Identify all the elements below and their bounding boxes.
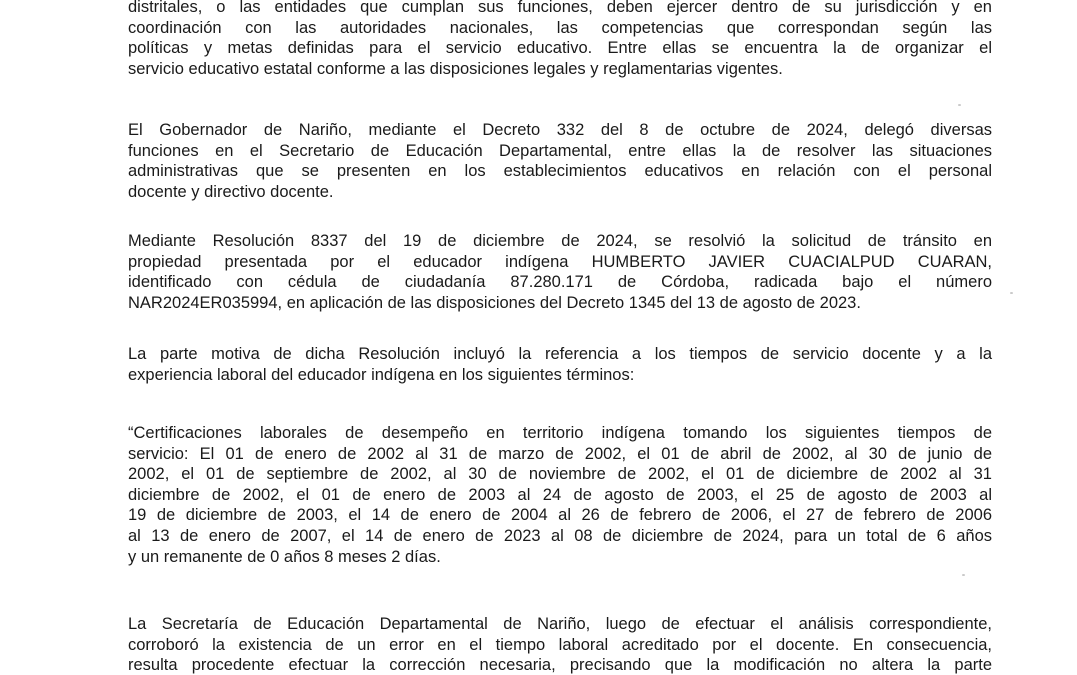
paragraph-delegation-decree (128, 120, 992, 202)
text-line: Mediante Resolución 8337 del 19 de diciembre de 2024, se resolvió la solicitud de tránsito en (128, 232, 992, 250)
text-line: diciembre de 2002, el 01 de enero de 2003 al 24 de agosto de 2003, el 25 de agosto de 2003 al (128, 485, 992, 504)
text-line: La Secretaría de Educación Departamental de Nariño, luego de efectuar el análisis correspondiente, (128, 615, 992, 633)
paragraph-error-correction (128, 614, 992, 675)
text-line: docente y directivo docente. (128, 182, 334, 201)
text-line: El Gobernador de Nariño, mediante el Decreto 332 del 8 de octubre de 2024, delegó diversas (128, 121, 992, 139)
text-line: resulta procedente efectuar la corrección necesaria, precisando que la modificación no altera la parte (128, 656, 992, 675)
text-line: identificado con cédula de ciudadanía 87.280.171 de Córdoba, radicada bajo el número (128, 273, 992, 292)
text-line: servicio: El 01 de enero de 2002 al 31 de marzo de 2002, el 01 de abril de 2002, al 30 de junio de (128, 444, 992, 463)
text-line: coordinación con las autoridades nacionales, las competencias que correspondan según las (128, 18, 992, 37)
paragraph-jurisdiction (128, 0, 992, 79)
text-line: y un remanente de 0 años 8 meses 2 días. (128, 547, 441, 566)
text-line: experiencia laboral del educador indígena en los siguientes términos: (128, 365, 635, 384)
text-line: “Certificaciones laborales de desempeño en territorio indígena tomando los siguientes tiempos de (128, 424, 992, 442)
text-line: La parte motiva de dicha Resolución incluyó la referencia a los tiempos de servicio docente y a la (128, 345, 992, 363)
paragraph-resolution-8337 (128, 231, 992, 313)
scan-speck (962, 574, 965, 576)
text-line: funciones en el Secretario de Educación Departamental, entre ellas la de resolver las situaciones (128, 141, 992, 160)
text-line: servicio educativo estatal conforme a las disposiciones legales y reglamentarias vigentes. (128, 59, 783, 78)
text-line: corroboró la existencia de un error en el tiempo laboral acreditado por el docente. En consecuencia, (128, 635, 992, 654)
text-line: propiedad presentada por el educador indígena HUMBERTO JAVIER CUACIALPUD CUARAN, (128, 252, 992, 271)
text-line: administrativas que se presenten en los establecimientos educativos en relación con el personal (128, 162, 992, 181)
text-line: 2002, el 01 de septiembre de 2002, al 30 de noviembre de 2002, el 01 de diciembre de 2002 al 31 (128, 465, 992, 484)
scan-speck (958, 104, 961, 106)
text-line: al 13 de enero de 2007, el 14 de enero de 2023 al 08 de diciembre de 2024, para un total de 6 años (128, 526, 992, 545)
scan-speck (1010, 292, 1013, 294)
text-line: políticas y metas definidas para el servicio educativo. Entre ellas se encuentra la de organizar el (128, 39, 992, 58)
paragraph-quoted-certifications (128, 423, 992, 567)
text-line: NAR2024ER035994, en aplicación de las disposiciones del Decreto 1345 del 13 de agosto de 2023. (128, 293, 861, 312)
paragraph-service-time-reference (128, 344, 992, 385)
text-line: 19 de diciembre de 2003, el 14 de enero de 2004 al 26 de febrero de 2006, el 27 de febrero de 2006 (128, 506, 992, 525)
text-line: distritales, o las entidades que cumplan sus funciones, deben ejercer dentro de su jurisdicción y en (128, 0, 992, 16)
